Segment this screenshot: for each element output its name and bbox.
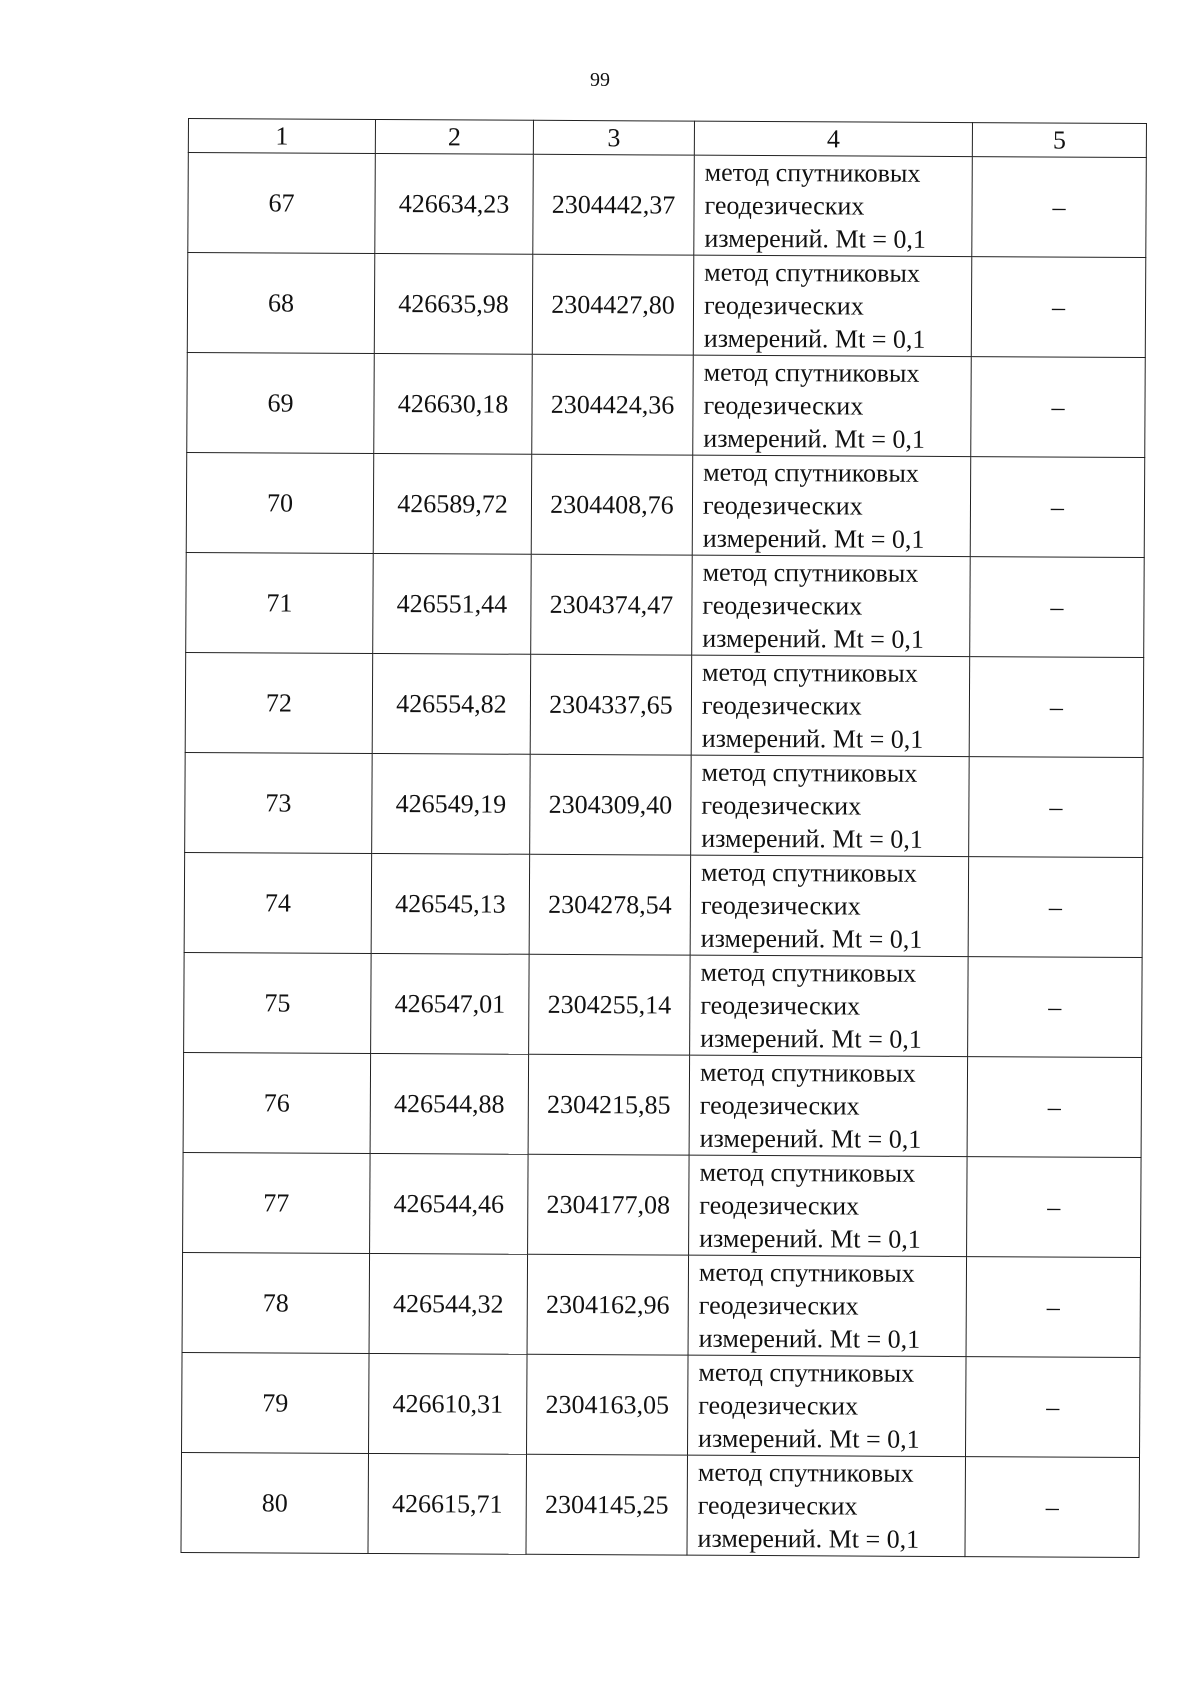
method-text-line: метод спутниковых bbox=[697, 1457, 914, 1488]
x-coordinate-cell: 426635,98 bbox=[374, 253, 533, 354]
method-text-line: измерений. Mt = 0,1 bbox=[697, 1523, 920, 1554]
note-cell: – bbox=[969, 757, 1144, 858]
x-coordinate-cell: 426545,13 bbox=[371, 853, 530, 954]
method-text-line: метод спутниковых bbox=[704, 257, 920, 288]
method-cell bbox=[692, 455, 971, 556]
table-header bbox=[188, 119, 1146, 158]
note-cell: – bbox=[967, 1157, 1142, 1258]
method-text-line: метод спутниковых bbox=[698, 1257, 915, 1288]
table-row bbox=[187, 352, 1146, 457]
note-cell: – bbox=[969, 657, 1144, 758]
method-text-line: геодезических bbox=[702, 590, 863, 621]
method-text-line: геодезических bbox=[703, 390, 864, 421]
method-text-line: измерений. Mt = 0,1 bbox=[704, 223, 927, 254]
table-row bbox=[185, 652, 1144, 757]
method-text-line: метод спутниковых bbox=[704, 157, 921, 188]
x-coordinate-cell: 426544,88 bbox=[370, 1053, 529, 1154]
note-cell: – bbox=[972, 157, 1147, 258]
page-number: 99 bbox=[590, 69, 610, 91]
method-text-line: геодезических bbox=[698, 1390, 859, 1421]
table-row bbox=[183, 1052, 1142, 1157]
method-cell bbox=[694, 155, 973, 256]
y-coordinate-cell: 2304374,47 bbox=[531, 554, 693, 655]
method-text-line: измерений. Mt = 0,1 bbox=[699, 1223, 921, 1254]
x-coordinate-cell: 426544,46 bbox=[370, 1153, 529, 1254]
method-text-line: геодезических bbox=[699, 1190, 860, 1221]
point-number-cell: 70 bbox=[186, 452, 374, 553]
point-number-cell: 80 bbox=[181, 1452, 369, 1553]
y-coordinate-cell: 2304442,37 bbox=[533, 154, 695, 255]
x-coordinate-cell: 426634,23 bbox=[375, 153, 534, 254]
method-cell bbox=[689, 1055, 968, 1156]
method-cell bbox=[691, 655, 970, 756]
method-text-line: метод спутниковых bbox=[700, 857, 917, 888]
point-number-cell: 72 bbox=[185, 652, 373, 753]
method-text-line: геодезических bbox=[704, 190, 865, 221]
note-cell: – bbox=[966, 1357, 1141, 1458]
table-row bbox=[182, 1252, 1141, 1357]
x-coordinate-cell: 426554,82 bbox=[372, 653, 531, 754]
column-header: 1 bbox=[188, 119, 375, 154]
header-row bbox=[188, 119, 1146, 158]
method-text-line: геодезических bbox=[703, 290, 864, 321]
x-coordinate-cell: 426610,31 bbox=[369, 1353, 528, 1454]
note-cell: – bbox=[968, 857, 1143, 958]
method-text-line: измерений. Mt = 0,1 bbox=[701, 723, 924, 754]
method-text-line: геодезических bbox=[700, 890, 861, 921]
column-header: 3 bbox=[533, 120, 694, 155]
point-number-cell: 79 bbox=[182, 1352, 370, 1453]
x-coordinate-cell: 426544,32 bbox=[369, 1253, 528, 1354]
note-cell: – bbox=[968, 957, 1143, 1058]
method-cell bbox=[693, 255, 972, 356]
method-text-line: метод спутниковых bbox=[702, 557, 919, 588]
method-text-line: геодезических bbox=[700, 990, 861, 1021]
method-text-line: измерений. Mt = 0,1 bbox=[700, 1023, 922, 1054]
method-text-line: измерений. Mt = 0,1 bbox=[702, 523, 925, 554]
table-row bbox=[181, 1452, 1140, 1557]
method-text-line: метод спутниковых bbox=[703, 357, 920, 388]
y-coordinate-cell: 2304278,54 bbox=[529, 854, 691, 955]
y-coordinate-cell: 2304408,76 bbox=[531, 454, 693, 555]
point-number-cell: 74 bbox=[184, 852, 372, 953]
y-coordinate-cell: 2304427,80 bbox=[532, 254, 694, 355]
point-number-cell: 73 bbox=[185, 752, 373, 853]
note-cell: – bbox=[970, 457, 1145, 558]
table-row bbox=[182, 1352, 1141, 1457]
method-text-line: метод спутниковых bbox=[699, 1157, 916, 1188]
method-text-line: метод спутниковых bbox=[703, 457, 919, 488]
y-coordinate-cell: 2304424,36 bbox=[532, 354, 694, 455]
point-number-cell: 77 bbox=[183, 1152, 371, 1253]
y-coordinate-cell: 2304309,40 bbox=[530, 754, 692, 855]
method-text-line: измерений. Mt = 0,1 bbox=[698, 1323, 921, 1354]
method-cell bbox=[688, 1255, 967, 1356]
x-coordinate-cell: 426549,19 bbox=[372, 753, 531, 854]
y-coordinate-cell: 2304255,14 bbox=[529, 954, 691, 1055]
point-number-cell: 71 bbox=[186, 552, 374, 653]
method-cell bbox=[689, 1155, 968, 1256]
method-text-line: измерений. Mt = 0,1 bbox=[701, 823, 923, 854]
table-row bbox=[186, 452, 1145, 557]
method-text-line: метод спутниковых bbox=[702, 657, 918, 688]
method-text-line: измерений. Mt = 0,1 bbox=[700, 923, 923, 954]
table-row bbox=[186, 552, 1145, 657]
y-coordinate-cell: 2304163,05 bbox=[527, 1354, 689, 1455]
note-cell: – bbox=[971, 357, 1146, 458]
method-cell bbox=[691, 755, 970, 856]
method-cell bbox=[688, 1355, 967, 1456]
y-coordinate-cell: 2304215,85 bbox=[528, 1054, 690, 1155]
column-header: 4 bbox=[694, 121, 972, 156]
method-cell bbox=[692, 555, 971, 656]
point-number-cell: 76 bbox=[183, 1052, 371, 1153]
note-cell: – bbox=[971, 257, 1146, 358]
method-text-line: метод спутниковых bbox=[700, 957, 917, 988]
column-header: 2 bbox=[375, 119, 533, 154]
coordinates-table-wrapper bbox=[180, 118, 1147, 1558]
method-cell bbox=[693, 355, 972, 456]
y-coordinate-cell: 2304177,08 bbox=[528, 1154, 690, 1255]
y-coordinate-cell: 2304162,96 bbox=[527, 1254, 689, 1355]
point-number-cell: 69 bbox=[187, 352, 375, 453]
x-coordinate-cell: 426615,71 bbox=[368, 1453, 527, 1554]
note-cell: – bbox=[970, 557, 1145, 658]
method-cell bbox=[690, 955, 969, 1056]
method-text-line: измерений. Mt = 0,1 bbox=[703, 323, 926, 354]
method-text-line: измерений. Mt = 0,1 bbox=[699, 1123, 922, 1154]
y-coordinate-cell: 2304145,25 bbox=[526, 1454, 688, 1555]
method-text-line: геодезических bbox=[702, 490, 863, 521]
point-number-cell: 78 bbox=[182, 1252, 370, 1353]
method-text-line: измерений. Mt = 0,1 bbox=[702, 623, 924, 654]
table-row bbox=[184, 852, 1143, 957]
coordinates-table bbox=[180, 118, 1147, 1558]
method-text-line: геодезических bbox=[697, 1490, 858, 1521]
table-row bbox=[184, 952, 1143, 1057]
y-coordinate-cell: 2304337,65 bbox=[530, 654, 692, 755]
x-coordinate-cell: 426630,18 bbox=[374, 353, 533, 454]
column-header: 5 bbox=[972, 123, 1146, 158]
method-text-line: измерений. Mt = 0,1 bbox=[703, 423, 926, 454]
method-cell bbox=[690, 855, 969, 956]
method-cell bbox=[687, 1455, 966, 1556]
x-coordinate-cell: 426547,01 bbox=[371, 953, 530, 1054]
point-number-cell: 67 bbox=[188, 153, 376, 254]
x-coordinate-cell: 426551,44 bbox=[373, 553, 532, 654]
method-text-line: метод спутниковых bbox=[698, 1357, 915, 1388]
x-coordinate-cell: 426589,72 bbox=[373, 453, 532, 554]
table-row bbox=[183, 1152, 1142, 1257]
table-row bbox=[187, 253, 1146, 358]
note-cell: – bbox=[965, 1457, 1140, 1558]
table-body bbox=[181, 153, 1146, 1558]
method-text-line: метод спутниковых bbox=[699, 1057, 916, 1088]
method-text-line: измерений. Mt = 0,1 bbox=[698, 1423, 920, 1454]
point-number-cell: 68 bbox=[187, 253, 375, 354]
table-row bbox=[185, 752, 1144, 857]
point-number-cell: 75 bbox=[184, 952, 372, 1053]
method-text-line: геодезических bbox=[698, 1290, 859, 1321]
note-cell: – bbox=[967, 1057, 1142, 1158]
method-text-line: геодезических bbox=[699, 1090, 860, 1121]
table-row bbox=[188, 153, 1147, 258]
note-cell: – bbox=[966, 1257, 1141, 1358]
method-text-line: геодезических bbox=[701, 790, 862, 821]
method-text-line: геодезических bbox=[701, 690, 862, 721]
method-text-line: метод спутниковых bbox=[701, 757, 918, 788]
